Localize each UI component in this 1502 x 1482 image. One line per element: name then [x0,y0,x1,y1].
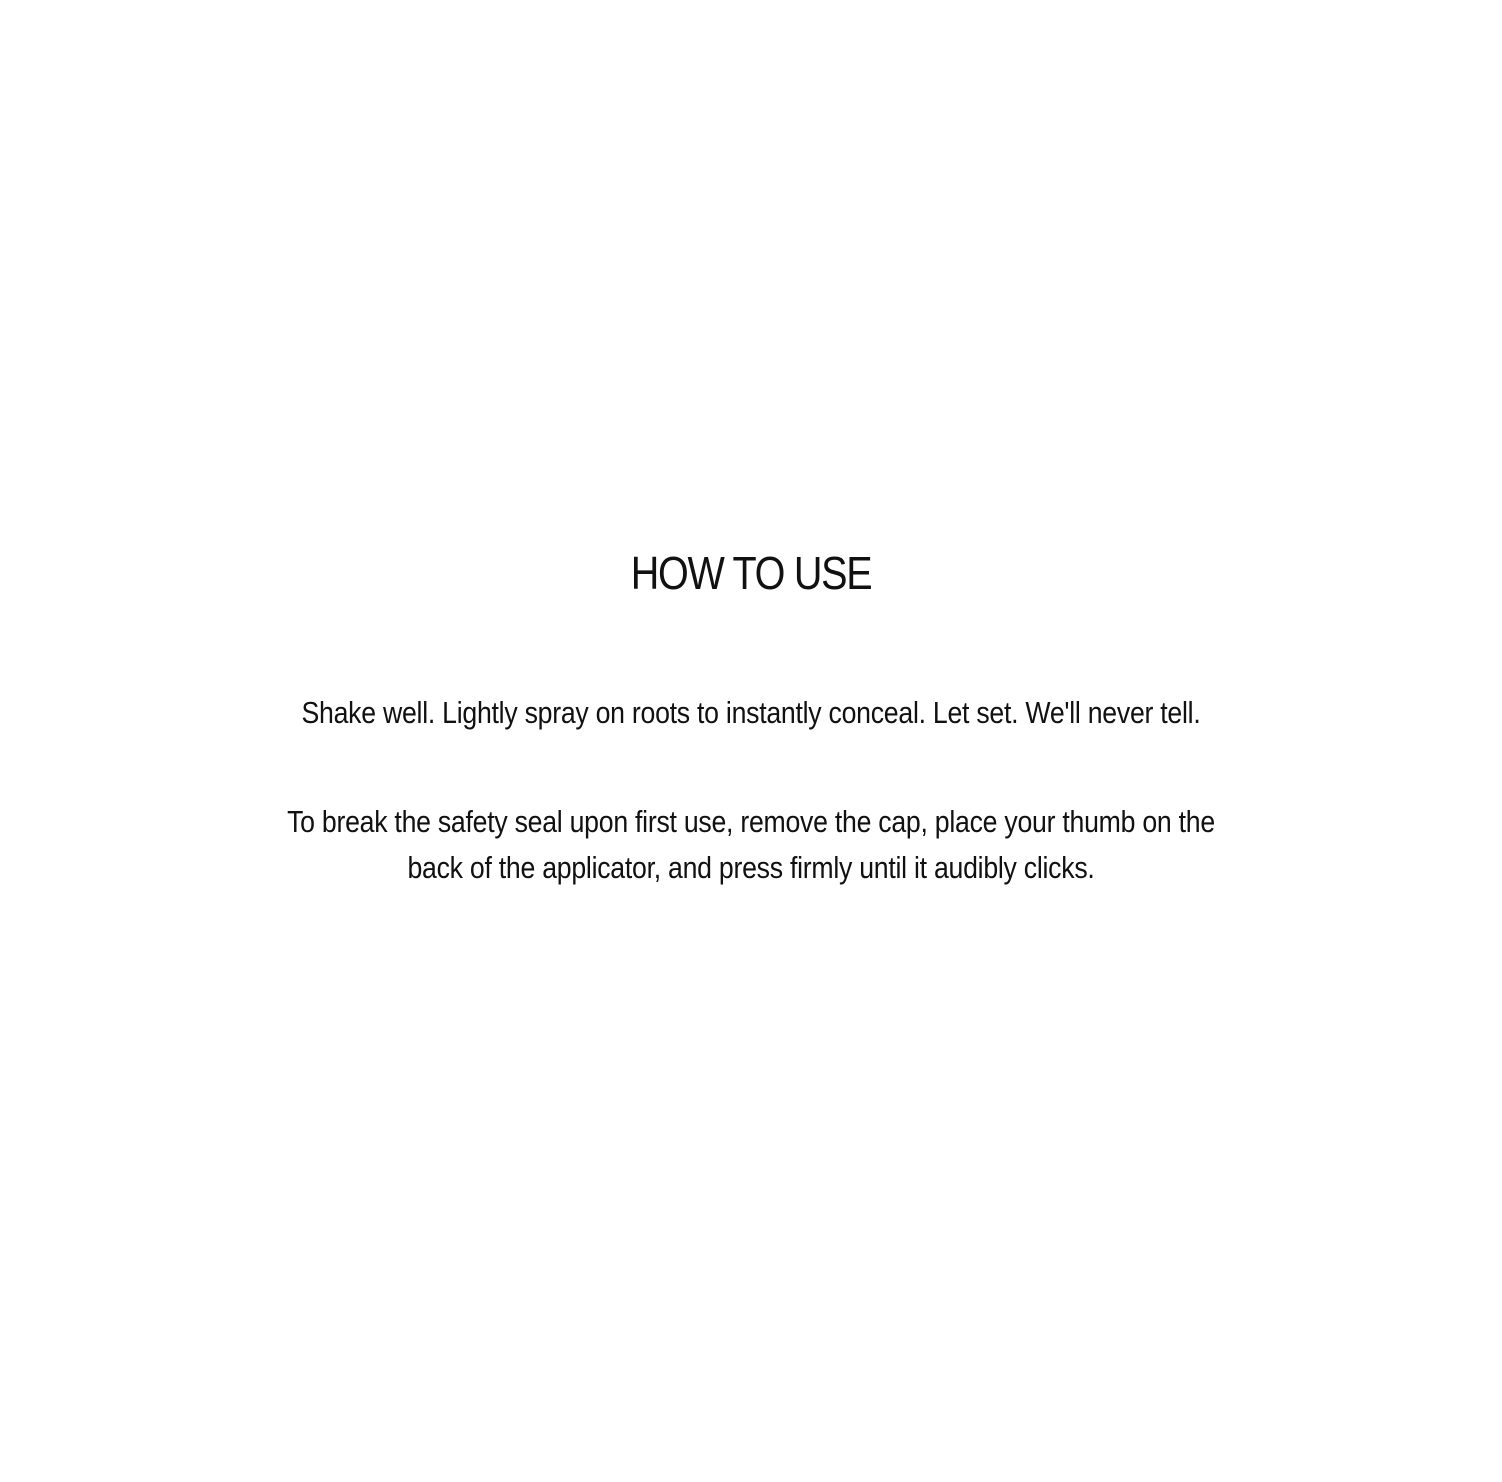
usage-instructions: Shake well. Lightly spray on roots to instantly conceal. Let set. We'll never tell. [301,695,1201,730]
safety-seal-line: To break the safety seal upon first use, remove the cap, place your thumb on the [287,804,1215,839]
section-title: HOW TO USE [630,547,872,599]
safety-seal-instructions [105,799,1397,891]
safety-seal-line: back of the applicator, and press firmly until it audibly clicks. [407,850,1095,885]
